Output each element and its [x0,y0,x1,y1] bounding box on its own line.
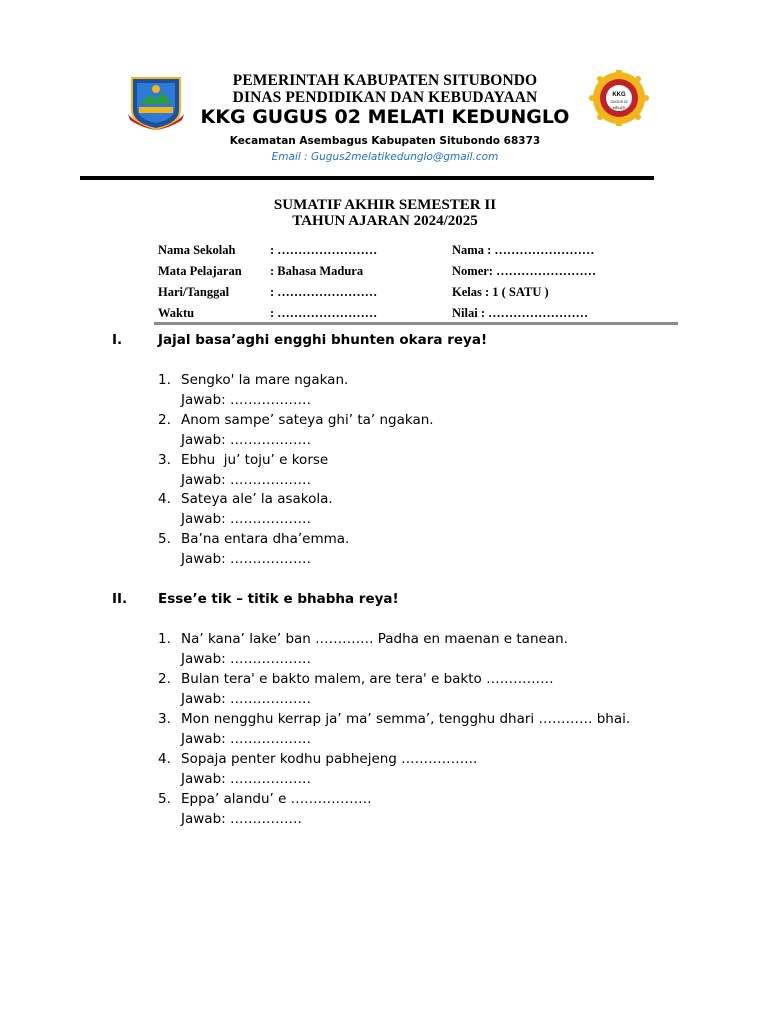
section-1-instruction: Jajal basa’aghi engghi bhunten okara reya! [158,332,488,348]
subject-label: Mata Pelajaran [158,264,242,278]
section-2-question-text: Eppa’ alandu’ e ……………… [181,791,372,807]
section-2-answer-line: Jawab: ……………… [181,691,311,707]
header-title: KKG GUGUS 02 MELATI KEDUNGLO [200,106,570,128]
section-2-question-text: Mon nengghu kerrap ja’ ma’ semma’, tengghu dhari ………… bhai. [181,711,631,727]
section-2-question-number: 4. [158,751,171,767]
day-date-value: : …………………… [270,285,378,299]
section-2-question-number: 5. [158,791,171,807]
svg-text:MELATI: MELATI [612,106,626,110]
section-1-question-text: Sengko' la mare ngakan. [181,372,349,388]
info-divider [154,322,678,325]
regency-crest-logo [126,74,186,130]
school-name-value: : …………………… [270,243,378,257]
section-2-question-text: Sopaja penter kodhu pabhejeng …………….. [181,751,478,767]
section-2-question-text: Bulan tera' e bakto malem, are tera' e bakto …………… [181,671,554,687]
section-2-answer-line: Jawab: ……………. [181,811,302,827]
header-address: Kecamatan Asembagus Kabupaten Situbondo 68373 [229,135,541,147]
section-1-question-text: Ba’na entara dha’emma. [181,531,350,547]
section-1-answer-line: Jawab: ……………… [181,551,311,567]
svg-text:GUGUS 02: GUGUS 02 [610,100,628,104]
section-1-question-number: 3. [158,452,171,468]
section-2-answer-line: Jawab: ……………… [181,651,311,667]
section-1-question-text: Ebhu ju’ toju’ e korse [181,452,329,468]
section-2-question-text: Na’ kana’ lake’ ban …………. Padha en maenan e tanean. [181,631,568,647]
header-department-line: DINAS PENDIDIKAN DAN KEBUDAYAAN [232,89,538,106]
section-1-question-text: Sateya ale’ la asakola. [181,491,333,507]
section-1-question-number: 4. [158,491,171,507]
svg-text:KKG: KKG [612,92,626,98]
section-2-answer-line: Jawab: ……………… [181,731,311,747]
section-1-question-number: 1. [158,372,171,388]
section-2-question-number: 2. [158,671,171,687]
time-value: : …………………… [270,306,378,320]
subject-value: : Bahasa Madura [270,264,364,278]
section-2-answer-line: Jawab: ……………… [181,771,311,787]
exam-year: TAHUN AJARAN 2024/2025 [292,213,478,229]
exam-title: SUMATIF AKHIR SEMESTER II [273,197,497,213]
section-2-instruction: Esse’e tik – titik e bhabha reya! [158,591,399,607]
section-2-question-number: 1. [158,631,171,647]
section-1-question-number: 2. [158,412,171,428]
kkg-seal-logo [580,70,658,126]
section-1-answer-line: Jawab: ……………… [181,472,311,488]
header-divider [80,176,654,180]
section-1-answer-line: Jawab: ……………… [181,392,311,408]
section-1-answer-line: Jawab: ……………… [181,511,311,527]
section-2-question-number: 3. [158,711,171,727]
section-1-question-text: Anom sampe’ sateya ghi’ ta’ ngakan. [181,412,434,428]
student-name-field: Nama : …………………… [452,243,595,257]
header-email: Email : Gugus2melatikedunglo@gmail.com [271,151,499,163]
section-1-answer-line: Jawab: ……………… [181,432,311,448]
score-field: Nilai : …………………… [452,306,589,320]
day-date-label: Hari/Tanggal [158,285,230,299]
section-2-number: II. [112,591,128,607]
section-1-question-number: 5. [158,531,171,547]
school-name-label: Nama Sekolah [158,243,236,257]
class-field: Kelas : 1 ( SATU ) [452,285,549,299]
student-number-field: Nomer: …………………… [452,264,597,278]
section-1-number: I. [112,332,123,348]
header-government-line: PEMERINTAH KABUPATEN SITUBONDO [232,72,538,89]
time-label: Waktu [158,306,195,320]
